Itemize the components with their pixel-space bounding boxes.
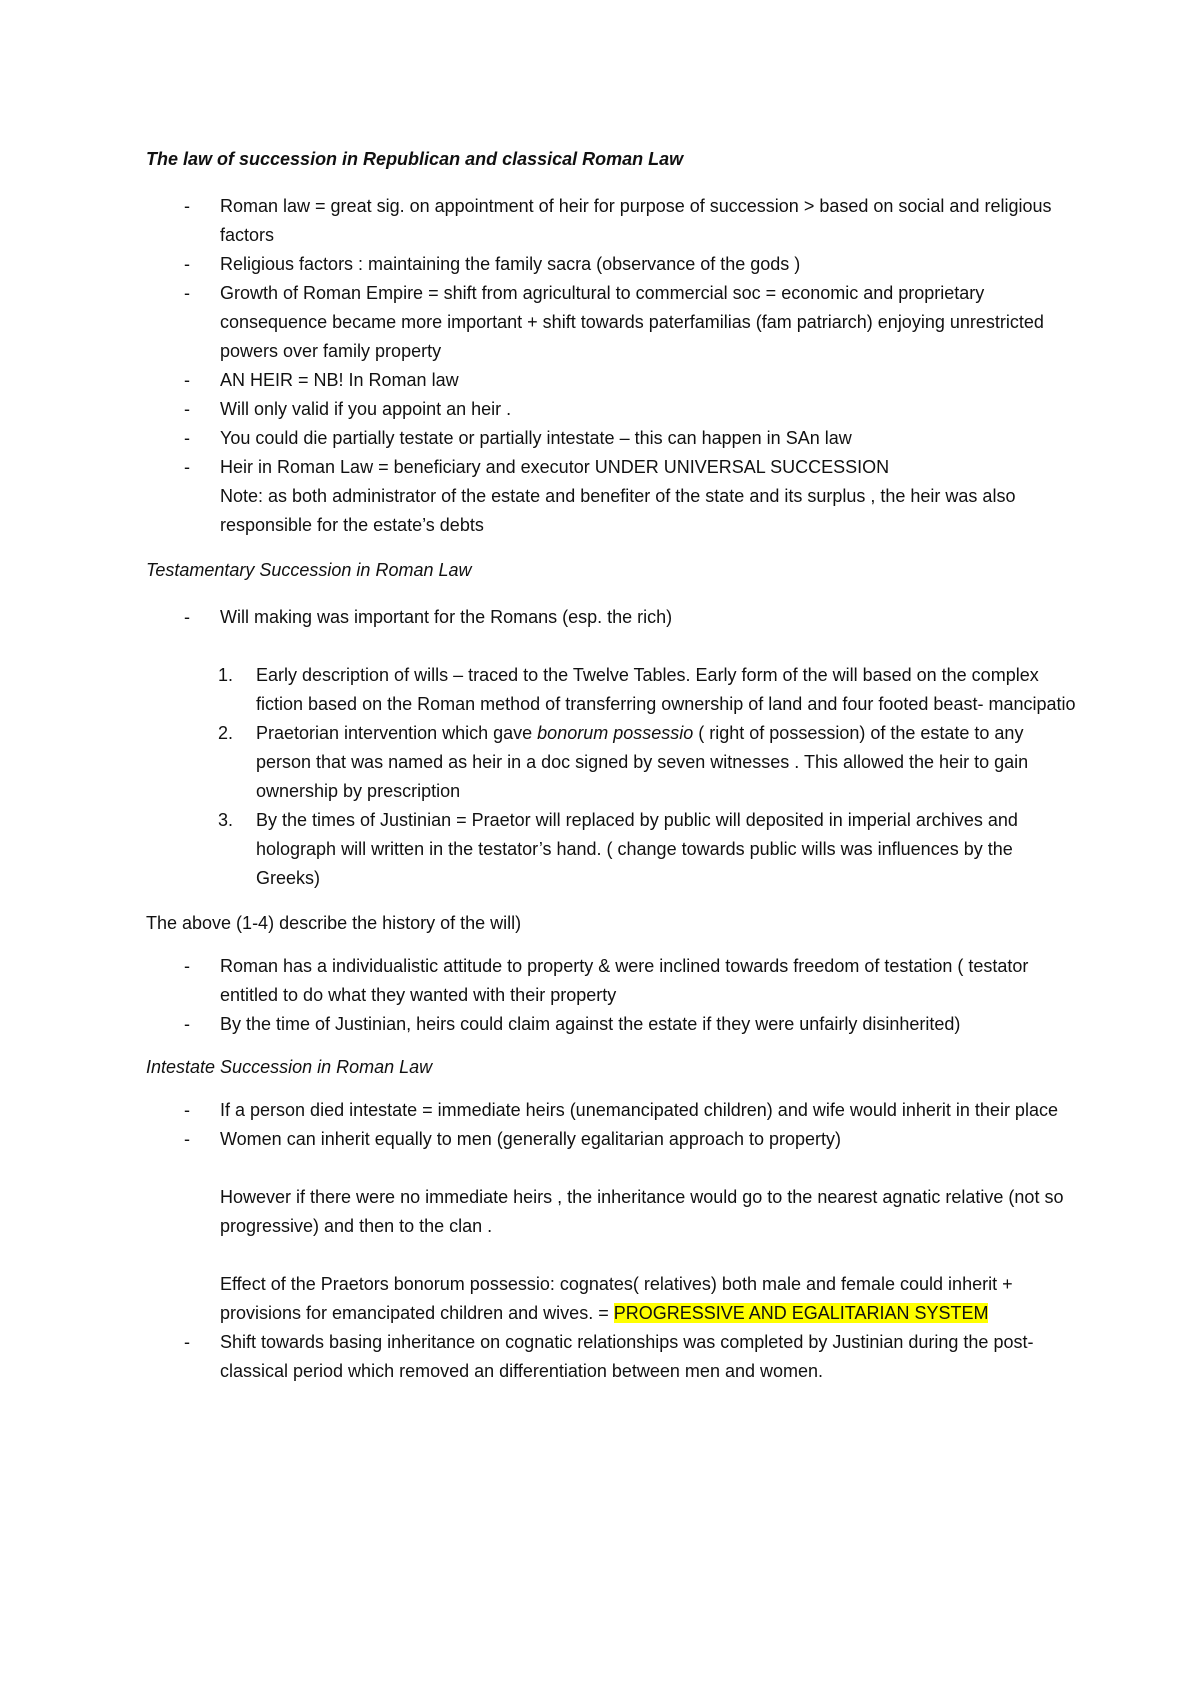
item-number: 3. [218,810,234,830]
item-text-post: ( right of possession) of the estate to any person that was named as heir in a doc signed by seven witnesses . This allowed the heir to gain ownership by prescription [256,723,1029,801]
succession-bullet-list [146,192,1076,540]
numbered-item [146,806,1076,893]
list-item: - Will only valid if you appoint an heir . [146,395,1076,424]
will-history-list [146,661,1076,893]
testamentary-bullet-list [146,603,1076,632]
list-item: - Religious factors : maintaining the family sacra (observance of the gods ) [146,250,1076,279]
agnatic-paragraph: However if there were no immediate heirs , the inheritance would go to the nearest agnatic relative (not so progressive) and then to the clan . [220,1187,1064,1236]
testation-bullet-list [146,952,1076,1039]
list-item: - Shift towards basing inheritance on cognatic relationships was completed by Justinian during the post-classical period which removed an differentiation between men and women. [146,1328,1076,1386]
list-item: - Growth of Roman Empire = shift from agricultural to commercial soc = economic and proprietary consequence became more important + shift towards paterfamilias (fam patriarch) enjoying unrestricted powers over family property [146,279,1076,366]
document-body [146,145,1076,1386]
highlighted-text: PROGRESSIVE AND EGALITARIAN SYSTEM [613,1303,989,1323]
section-heading-testamentary: Testamentary Succession in Roman Law [146,560,472,580]
item-number: 1. [218,665,234,685]
list-item: - By the time of Justinian, heirs could claim against the estate if they were unfairly disinherited) [146,1010,1076,1039]
item-text-pre: Praetorian intervention which gave [256,723,538,743]
numbered-item [146,719,1076,806]
item-number: 2. [218,723,234,743]
cognatic-bullet-list [146,1328,1076,1386]
praetor-paragraph [146,1270,1076,1328]
history-summary: The above (1-4) describe the history of the will) [146,913,522,933]
numbered-item [146,661,1076,719]
intestate-bullet-list [146,1096,1076,1154]
praetor-text: Effect of the Praetors bonorum possessio: cognates( relatives) both male and female could inherit + provisions for emancipated children and wives. = [220,1274,1013,1323]
section-heading-intestate: Intestate Succession in Roman Law [146,1057,433,1077]
list-item: - Roman has a individualistic attitude to property & were inclined towards freedom of testation ( testator entitled to do what they wanted with their property [146,952,1076,1010]
item-text-term: bonorum possessio [537,723,694,743]
list-item: - Roman law = great sig. on appointment of heir for purpose of succession > based on social and religious factors [146,192,1076,250]
list-item: - You could die partially testate or partially intestate – this can happen in SAn law [146,424,1076,453]
heir-definition: - Heir in Roman Law = beneficiary and executor UNDER UNIVERSAL SUCCESSION [220,457,890,477]
list-item [146,453,1076,540]
section-heading-succession: The law of succession in Republican and classical Roman Law [146,149,684,169]
list-item: - Will making was important for the Romans (esp. the rich) [146,603,1076,632]
heir-note: Note: as both administrator of the estate and benefiter of the state and its surplus , the heir was also responsible for the estate’s debts [220,486,1016,535]
list-item: - AN HEIR = NB! In Roman law [146,366,1076,395]
item-text: By the times of Justinian = Praetor will replaced by public will deposited in imperial archives and holograph will written in the testator’s hand. ( change towards public wills was influences by the Greeks) [256,810,1018,888]
list-item: - If a person died intestate = immediate heirs (unemancipated children) and wife would inherit in their place [146,1096,1076,1125]
list-item: - Women can inherit equally to men (generally egalitarian approach to property) [146,1125,1076,1154]
item-text: Early description of wills – traced to the Twelve Tables. Early form of the will based on the complex fiction based on the Roman method of transferring ownership of land and four footed beast- mancipatio [256,665,1076,714]
